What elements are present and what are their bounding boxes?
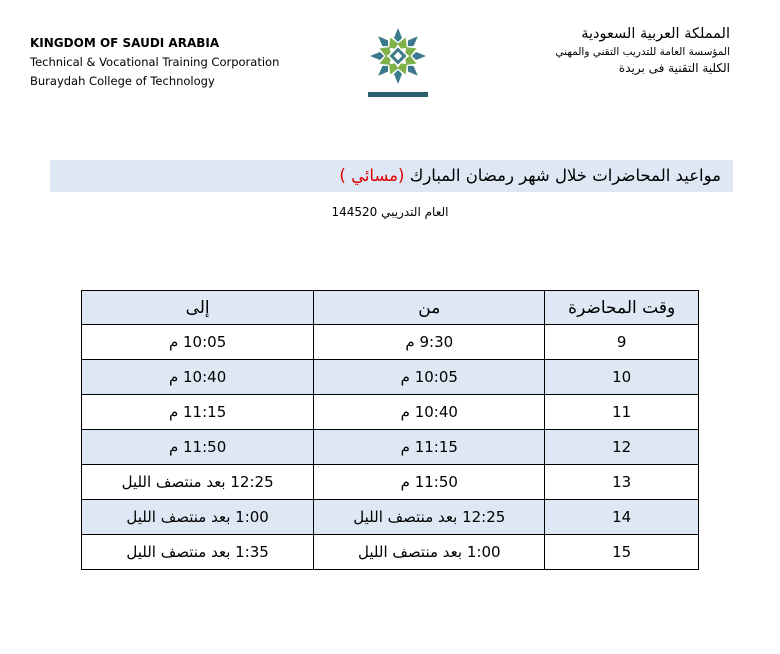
page-title — [50, 160, 733, 192]
title-highlight: (مسائي ) — [339, 166, 405, 185]
table-row — [82, 535, 699, 570]
table-header-row — [82, 291, 699, 325]
cell-period: 12 — [545, 430, 699, 465]
arabic-header — [555, 24, 730, 76]
arabic-header-line3: الكلية التقنية فى بريدة — [618, 61, 730, 75]
header-from: من — [314, 291, 545, 325]
cell-from: 11:15 م — [314, 430, 545, 465]
arabic-header-line2: المؤسسة العامة للتدريب التقني والمهني — [555, 46, 730, 58]
cell-from: 12:25 بعد منتصف الليل — [314, 500, 545, 535]
table-row — [82, 360, 699, 395]
arabic-header-line1: المملكة العربية السعودية — [581, 26, 730, 42]
table-row — [82, 395, 699, 430]
table-row — [82, 325, 699, 360]
english-header-line1: KINGDOM OF SAUDI ARABIA — [30, 36, 220, 50]
cell-from: 11:50 م — [314, 465, 545, 500]
schedule-table — [81, 290, 699, 570]
cell-period: 9 — [545, 325, 699, 360]
english-header-line2: Technical & Vocational Training Corporation — [30, 55, 280, 69]
header-to: إلى — [82, 291, 314, 325]
table-row — [82, 500, 699, 535]
cell-to: 12:25 بعد منتصف الليل — [82, 465, 314, 500]
title-main: مواعيد المحاضرات خلال شهر رمضان المبارك — [409, 166, 721, 185]
table-row — [82, 430, 699, 465]
cell-to: 11:50 م — [82, 430, 314, 465]
cell-to: 11:15 م — [82, 395, 314, 430]
cell-to: 10:40 م — [82, 360, 314, 395]
cell-period: 15 — [545, 535, 699, 570]
cell-period: 14 — [545, 500, 699, 535]
cell-to: 1:00 بعد منتصف الليل — [82, 500, 314, 535]
tvtc-logo-icon — [362, 26, 434, 100]
header-period: وقت المحاضرة — [545, 291, 699, 325]
cell-to: 10:05 م — [82, 325, 314, 360]
cell-from: 9:30 م — [314, 325, 545, 360]
cell-from: 10:05 م — [314, 360, 545, 395]
cell-period: 11 — [545, 395, 699, 430]
academic-year: العام التدريبي 144520 — [331, 205, 449, 219]
english-header — [30, 34, 279, 91]
cell-period: 10 — [545, 360, 699, 395]
cell-to: 1:35 بعد منتصف الليل — [82, 535, 314, 570]
cell-from: 1:00 بعد منتصف الليل — [314, 535, 545, 570]
cell-period: 13 — [545, 465, 699, 500]
english-header-line3: Buraydah College of Technology — [30, 74, 215, 88]
table-row — [82, 465, 699, 500]
cell-from: 10:40 م — [314, 395, 545, 430]
